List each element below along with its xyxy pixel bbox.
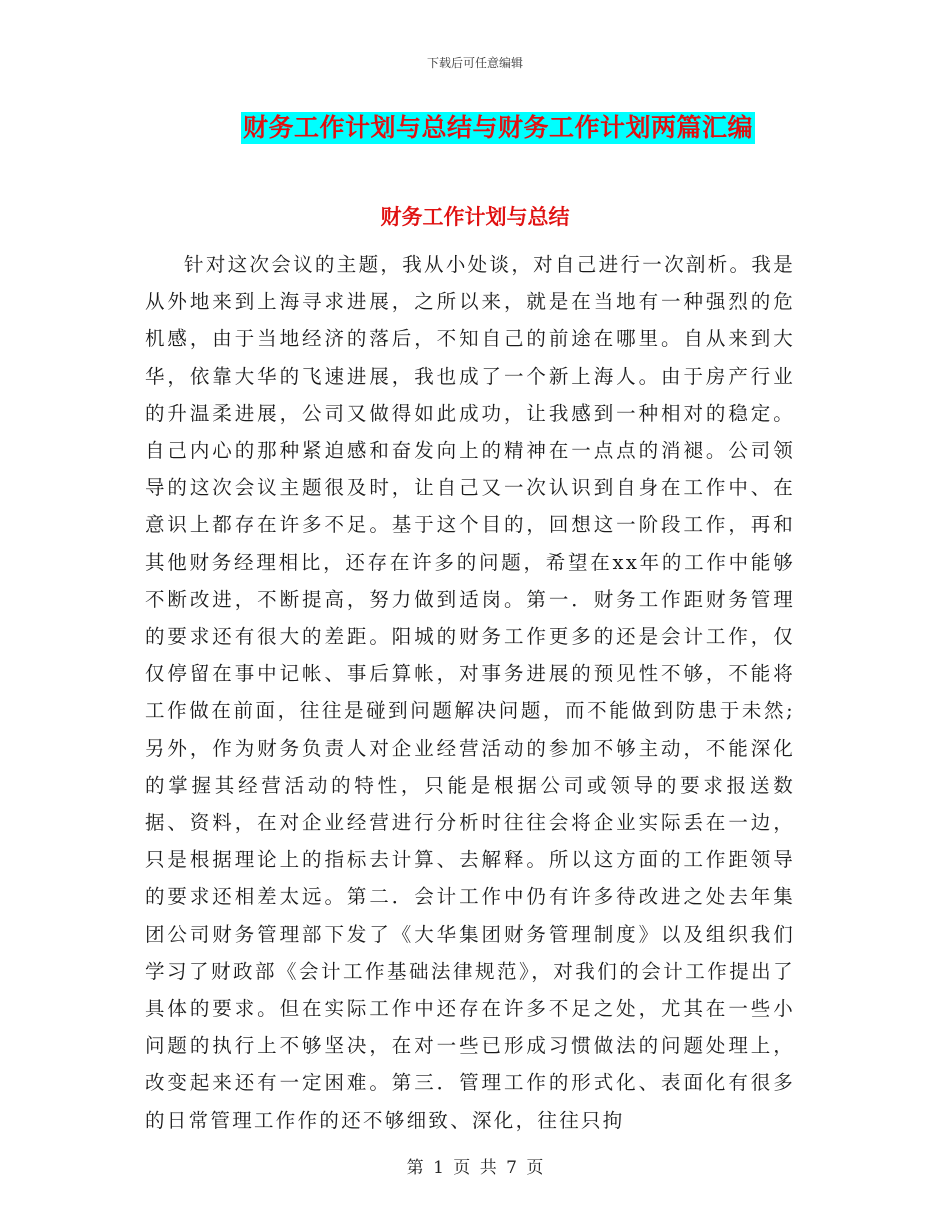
section-title: 财务工作计划与总结 [380,204,570,229]
body-paragraph: 针对这次会议的主题，我从小处谈，对自己进行一次剖析。我是从外地来到上海寻求进展，之所以来，就是在当地有一种强烈的危机感，由于当地经济的落后，不知自己的前途在哪里。自从来到大华，依靠大华的飞速进展，我也成了一个新上海人。由于房产行业的升温柔进展，公司又做得如此成功，让我感到一种相对的稳定。自己内心的那种紧迫感和奋发向上的精神在一点点的消褪。公司领导的这次会议主题很及时，让自己又一次认识到自身在工作中、在意识上都存在许多不足。基于这个目的，回想这一阶段工作，再和其他财务经理相比，还存在许多的问题，希望在xx年的工作中能够不断改进，不断提高，努力做到适岗。第一．财务工作距财务管理的要求还有很大的差距。阳城的财务工作更多的还是会计工作，仅仅停留在事中记帐、事后算帐，对事务进展的预见性不够，不能将工作做在前面，往往是碰到问题解决问题，而不能做到防患于未然;另外，作为财务负责人对企业经营活动的参加不够主动，不能深化的掌握其经营活动的特性，只能是根据公司或领导的要求报送数据、资料，在对企业经营进行分析时往往会将企业实际丢在一边，只是根据理论上的指标去计算、去解释。所以这方面的工作距领导的要求还相差太远。第二．会计工作中仍有许多待改进之处去年集团公司财务管理部下发了《大华集团财务管理制度》以及组织我们学习了财政部《会计工作基础法律规范》，对我们的会计工作提出了具体的要求。但在实际工作中还存在许多不足之处，尤其在一些小问题的执行上不够坚决，在对一些已形成习惯做法的问题处理上，改变起来还有一定困难。第三．管理工作的形式化、表面化有很多的日常管理工作作的还不够细致、深化，往往只拘 [145,253,795,1132]
page-number-footer: 第 1 页 共 7 页 [406,1158,544,1178]
header-note: 下载后可任意编辑 [426,56,523,70]
main-title: 财务工作计划与总结与财务工作计划两篇汇编 [242,113,753,142]
main-title-container [0,112,950,144]
